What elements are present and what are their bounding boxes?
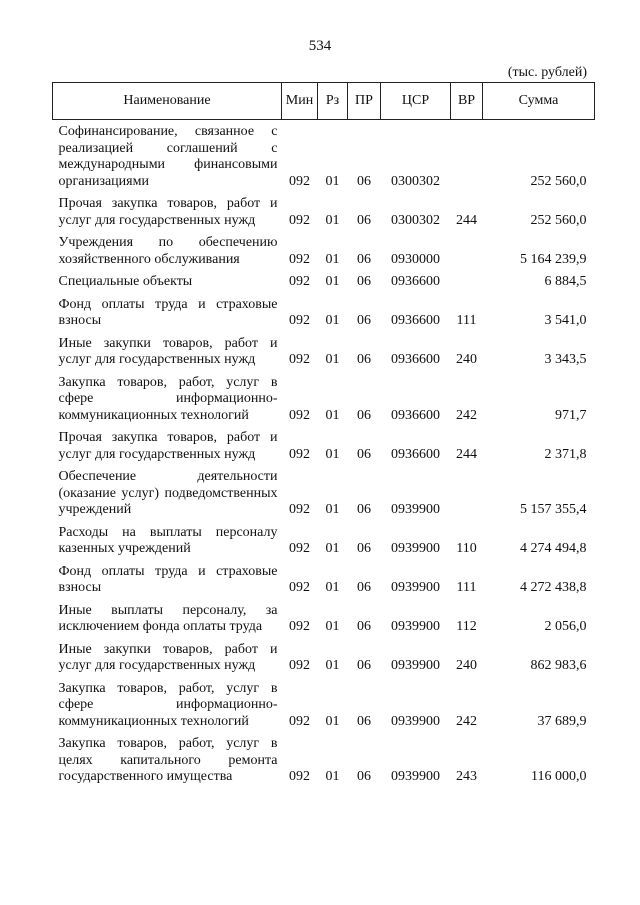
cell-min: 092 (289, 313, 310, 328)
units-label: (тыс. рублей) (507, 65, 587, 80)
table-row (53, 636, 595, 675)
header-name: Наименование (53, 83, 282, 120)
cell-rz: 01 (325, 580, 340, 595)
table-row (53, 519, 595, 558)
cell-csr: 0939900 (391, 502, 440, 517)
cell-name: Иные закупки товаров, работ и услуг для государственных нужд (58, 335, 278, 367)
cell-vr: 240 (456, 658, 477, 673)
cell-min: 092 (289, 251, 310, 267)
table-row (53, 597, 595, 636)
cell-sum: 971,7 (555, 407, 587, 423)
cell-csr: 0939900 (391, 580, 440, 595)
cell-vr (451, 463, 483, 519)
cell-pr: 06 (357, 212, 371, 228)
cell-name: Специальные объекты (58, 274, 193, 289)
table-row (53, 330, 595, 369)
cell-sum: 5 164 239,9 (520, 251, 587, 267)
cell-rz: 01 (325, 173, 340, 189)
cell-pr: 06 (357, 407, 371, 423)
cell-name: Фонд оплаты труда и страховые взносы (58, 296, 278, 328)
cell-pr: 06 (357, 619, 371, 634)
cell-min: 092 (289, 212, 310, 228)
cell-vr: 242 (456, 713, 477, 729)
header-vr: ВР (451, 83, 483, 120)
cell-sum: 4 272 438,8 (520, 580, 587, 595)
cell-csr: 0936600 (391, 446, 440, 462)
cell-sum: 4 274 494,8 (520, 541, 587, 556)
cell-vr: 240 (456, 352, 477, 367)
cell-csr: 0300302 (391, 173, 440, 189)
cell-rz: 01 (325, 541, 340, 556)
cell-min: 092 (289, 274, 310, 289)
cell-name: Закупка товаров, работ, услуг в сфере информационно-коммуникационных технологий (58, 680, 278, 729)
cell-pr: 06 (357, 502, 371, 517)
cell-min: 092 (289, 352, 310, 367)
cell-csr: 0930000 (391, 251, 440, 267)
cell-sum: 3 343,5 (544, 352, 587, 367)
cell-name: Учреждения по обеспечению хозяйственного обслуживания (58, 235, 278, 267)
cell-name: Прочая закупка товаров, работ и услуг для государственных нужд (58, 430, 278, 462)
cell-sum: 116 000,0 (531, 769, 587, 784)
cell-name: Прочая закупка товаров, работ и услуг для государственных нужд (58, 196, 278, 228)
cell-rz: 01 (325, 274, 340, 289)
cell-vr (451, 120, 483, 191)
cell-min: 092 (289, 446, 310, 462)
cell-rz: 01 (325, 713, 340, 729)
table-row (53, 291, 595, 330)
cell-pr: 06 (357, 251, 371, 267)
cell-sum: 6 884,5 (544, 274, 587, 289)
cell-min: 092 (289, 541, 310, 556)
cell-pr: 06 (357, 173, 371, 189)
cell-sum: 37 689,9 (537, 713, 587, 729)
cell-sum: 2 371,8 (544, 446, 587, 462)
cell-name: Закупка товаров, работ, услуг в сфере информационно-коммуникационных технологий (58, 374, 278, 423)
cell-csr: 0936600 (391, 407, 440, 423)
table-row (53, 463, 595, 519)
table-row (53, 730, 595, 786)
cell-vr: 244 (456, 212, 477, 228)
cell-vr (451, 229, 483, 268)
cell-sum: 252 560,0 (530, 212, 587, 228)
cell-rz: 01 (325, 251, 340, 267)
cell-sum: 2 056,0 (544, 619, 587, 634)
cell-name: Иные выплаты персоналу, за исключением фонда оплаты труда (58, 602, 278, 634)
cell-name: Закупка товаров, работ, услуг в целях капитального ремонта государственного имущества (58, 736, 278, 784)
cell-name: Софинансирование, связанное с реализацией соглашений с международными финансовыми организациями (58, 124, 278, 189)
cell-pr: 06 (357, 580, 371, 595)
cell-rz: 01 (325, 658, 340, 673)
header-csr: ЦСР (381, 83, 451, 120)
cell-vr: 111 (456, 580, 477, 595)
cell-rz: 01 (325, 212, 340, 228)
page-number: 534 (308, 38, 332, 54)
cell-csr: 0939900 (391, 541, 440, 556)
cell-rz: 01 (325, 446, 340, 462)
table-row (53, 558, 595, 597)
cell-pr: 06 (357, 446, 371, 462)
cell-pr: 06 (357, 274, 371, 289)
cell-rz: 01 (325, 352, 340, 367)
table-header-row (53, 83, 595, 120)
cell-vr: 110 (456, 541, 477, 556)
table-row (53, 424, 595, 463)
cell-name: Фонд оплаты труда и страховые взносы (58, 563, 278, 595)
cell-pr: 06 (357, 658, 371, 673)
cell-csr: 0939900 (391, 769, 440, 784)
cell-rz: 01 (325, 502, 340, 517)
table-row (53, 675, 595, 731)
table-row (53, 190, 595, 229)
cell-min: 092 (289, 407, 310, 423)
table-row (53, 120, 595, 191)
header-pr: ПР (348, 83, 381, 120)
cell-rz: 01 (325, 619, 340, 634)
cell-pr: 06 (357, 769, 371, 784)
cell-vr (451, 268, 483, 291)
header-sum: Сумма (483, 83, 595, 120)
cell-min: 092 (289, 769, 310, 784)
cell-name: Расходы на выплаты персоналу казенных учреждений (58, 524, 278, 556)
cell-min: 092 (289, 173, 310, 189)
cell-vr: 244 (456, 446, 477, 462)
cell-vr: 112 (456, 619, 477, 634)
cell-csr: 0939900 (391, 658, 440, 673)
cell-name: Иные закупки товаров, работ и услуг для государственных нужд (58, 641, 278, 673)
cell-csr: 0939900 (391, 619, 440, 634)
cell-min: 092 (289, 502, 310, 517)
cell-csr: 0936600 (391, 352, 440, 367)
cell-min: 092 (289, 619, 310, 634)
budget-table (52, 82, 595, 786)
table-body (53, 120, 595, 786)
cell-name: Обеспечение деятельности (оказание услуг) подведомственных учреждений (58, 469, 278, 517)
cell-pr: 06 (357, 541, 371, 556)
cell-min: 092 (289, 713, 310, 729)
cell-sum: 252 560,0 (530, 173, 587, 189)
cell-rz: 01 (325, 769, 340, 784)
cell-rz: 01 (325, 407, 340, 423)
cell-vr: 111 (456, 313, 477, 328)
cell-sum: 5 157 355,4 (520, 502, 587, 517)
cell-sum: 862 983,6 (530, 658, 587, 673)
cell-pr: 06 (357, 313, 371, 328)
cell-sum: 3 541,0 (544, 313, 587, 328)
cell-min: 092 (289, 658, 310, 673)
header-rz: Рз (318, 83, 348, 120)
cell-csr: 0939900 (391, 713, 440, 729)
table-row (53, 229, 595, 268)
table-row (53, 268, 595, 291)
cell-csr: 0936600 (391, 274, 440, 289)
cell-pr: 06 (357, 713, 371, 729)
cell-rz: 01 (325, 313, 340, 328)
cell-pr: 06 (357, 352, 371, 367)
cell-min: 092 (289, 580, 310, 595)
cell-csr: 0300302 (391, 212, 440, 228)
table-row (53, 369, 595, 425)
cell-csr: 0936600 (391, 313, 440, 328)
header-min: Мин (282, 83, 318, 120)
cell-vr: 243 (456, 769, 477, 784)
cell-vr: 242 (456, 407, 477, 423)
